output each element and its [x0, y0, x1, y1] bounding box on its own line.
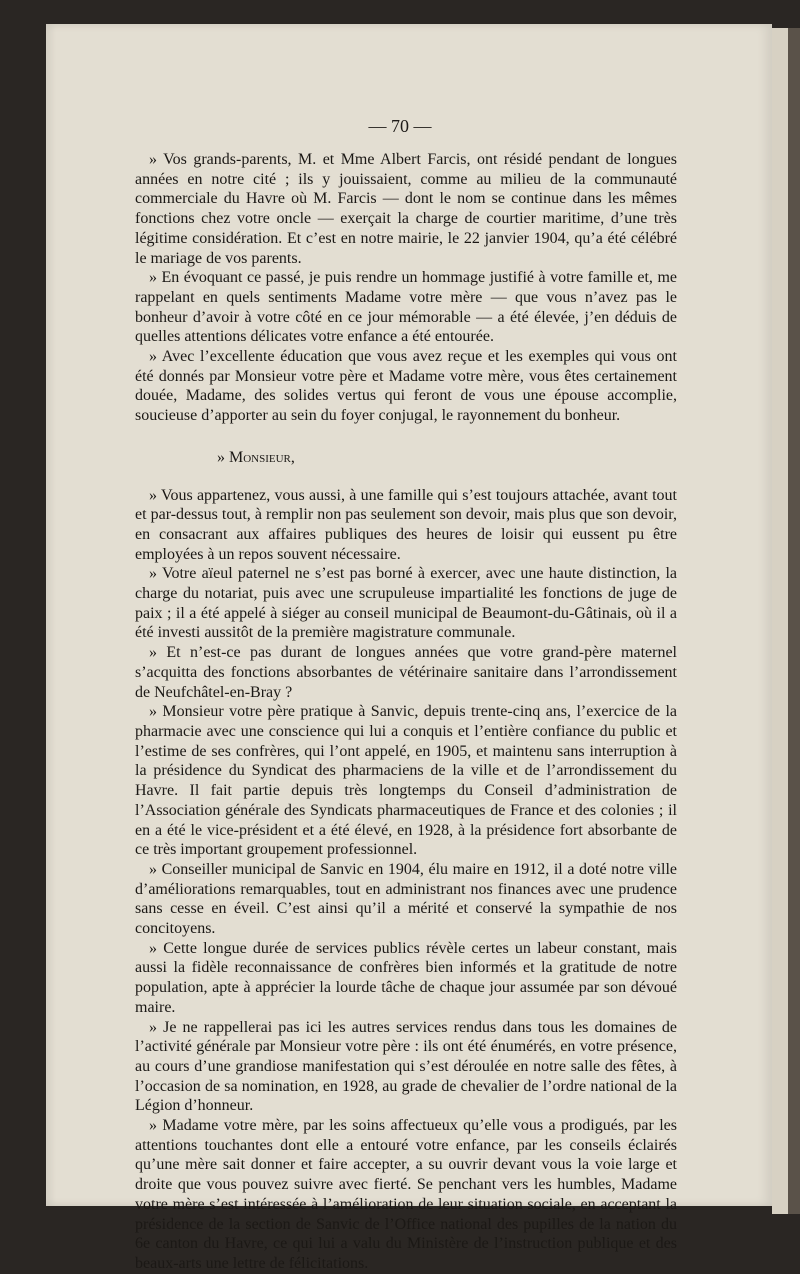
paragraph: » Vous appartenez, vous aussi, à une famille qui s’est toujours attachée, avant tout et par-dessus tout, à remplir non pas seulement son devoir, mais plus que son devoir, en consacrant aux affaires publiques des heures de loisir qui eussent pu être employées à un repos souvent nécessaire.: [135, 486, 677, 563]
body-text: [135, 150, 677, 1274]
paragraph: » Et n’est-ce pas durant de longues années que votre grand-père maternel s’acquitta des fonctions absorbantes de vétérinaire sanitaire dans l’arrondissement de Neufchâtel-en-Bray ?: [135, 644, 677, 701]
adjacent-page-edge: [772, 28, 800, 1214]
paragraph: » En évoquant ce passé, je puis rendre un hommage justifié à votre famille et, me rappelant en quels sentiments Madame votre mère — que vous n’avez pas le bonheur d’avoir à votre côté en ce jour mémorable — a été élevée, j’en déduis de quelles attentions délicates votre enfance a été entourée.: [135, 269, 677, 346]
paragraph: » Monsieur votre père pratique à Sanvic, depuis trente-cinq ans, l’exercice de la pharmacie avec une conscience qui lui a conquis et l’entière confiance du public et l’estime de ses confrères, qui l’ont appelé, en 1905, et maintenu sans interruption à la présidence du Syndicat des pharmaciens de la ville et de l’arrondissement du Havre. Il fait partie depuis très longtemps du Conseil d’administration de l’Association générale des Syndicats pharmaceutiques de France et des colonies ; il en a été le vice-président et a été élevé, en 1928, à la présidence fort absorbante de ce très important groupement professionnel.: [135, 703, 677, 859]
page-number: — 70 —: [368, 116, 432, 136]
salutation: » Monsieur,: [217, 448, 295, 466]
paragraph: » Conseiller municipal de Sanvic en 1904, élu maire en 1912, il a doté notre ville d’améliorations remarquables, tout en administrant nos finances avec une prudence sans cesse en éveil. C’est ainsi qu’il a mérité et conservé la sympathie de nos concitoyens.: [135, 860, 677, 938]
paragraph: » Vos grands-parents, M. et Mme Albert Farcis, ont résidé pendant de longues années en notre cité ; ils y jouissaient, comme au milieu de la communauté commerciale du Havre où M. Farcis — dont le nom se continue dans les mêmes fonctions chez votre oncle — exerçait la charge de courtier maritime, d’une très légitime considération. Et c’est en notre mairie, le 22 janvier 1904, qu’a été célébré le mariage de vos parents.: [135, 151, 677, 267]
paragraph: » Avec l’excellente éducation que vous avez reçue et les exemples qui vous ont été donnés par Monsieur votre père et Madame votre mère, vous êtes certainement douée, Madame, des solides vertus qui feront de vous une épouse accomplie, soucieuse d’apporter au sein du foyer conjugal, le rayonnement du bonheur.: [135, 348, 677, 425]
paragraph: » Cette longue durée de services publics révèle certes un labeur constant, mais aussi la fidèle reconnaissance de confrères bien informés et la gratitude de notre population, apte à apprécier la lourde tâche de chaque jour assumée par son dévoué maire.: [135, 939, 677, 1016]
paragraph: » Madame votre mère, par les soins affectueux qu’elle vous a prodigués, par les attentions touchantes dont elle a entouré votre enfance, par les conseils éclairés qu’une mère sait donner et faire accepter, a su ouvrir devant vous la voie large et droite que vous pouvez suivre avec fierté. Se penchant vers les humbles, Madame votre mère s’est intéressée à l’amélioration de leur situation sociale, en acceptant la présidence de la section de Sanvic de l’Office national des pupilles de la nation du 6e canton du Havre, ce qui lui a valu du Ministère de l’instruction publique et des beaux-arts une lettre de félicitations.: [135, 1117, 677, 1272]
paragraph: » Je ne rappellerai pas ici les autres services rendus dans tous les domaines de l’activité générale par Monsieur votre père : ils ont été énumérés, en votre présence, au cours d’une grandiose manifestation qui s’est déroulée en notre salle des fêtes, à l’occasion de sa nomination, en 1928, au grade de chevalier de l’ordre national de la Légion d’honneur.: [135, 1018, 677, 1115]
paragraph: » Votre aïeul paternel ne s’est pas borné à exercer, avec une haute distinction, la charge du notariat, puis avec une scrupuleuse impartialité les fonctions de juge de paix ; il a été appelé à siéger au conseil municipal de Beaumont-du-Gâtinais, où il a été investi aussitôt de la première magistrature communale.: [135, 565, 677, 642]
